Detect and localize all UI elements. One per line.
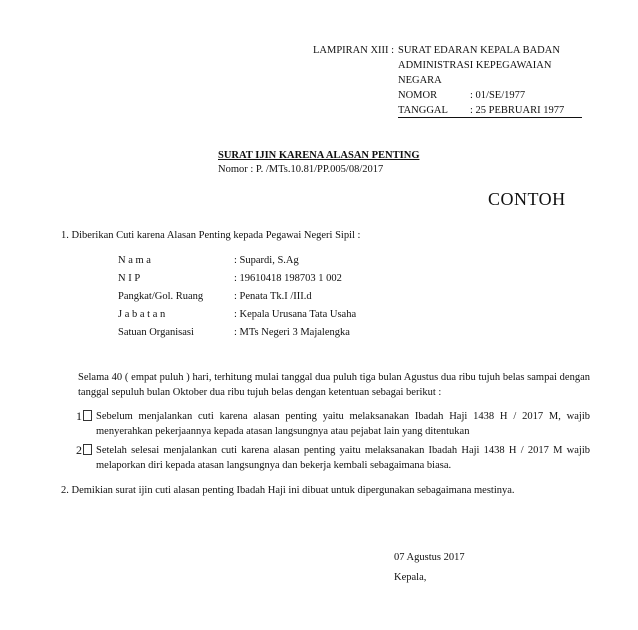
field-value: : Kepala Urusana Tata Usaha <box>234 309 357 320</box>
item1-intro: 1. Diberikan Cuti karena Alasan Penting kepada Pegawai Negeri Sipil : <box>61 230 361 241</box>
checkbox-glyph-icon <box>83 444 92 455</box>
field-value: : Supardi, S.Ag <box>234 255 299 266</box>
condition-number: 2 <box>76 443 82 457</box>
condition-1-text: Sebelum menjalankan cuti karena alasan penting yaitu melaksanakan Ibadah Haji 1438 H / 2017 M, wajib menyerahkan pekerjaannya kepada atasan langsungnya atau pejabat lain yang ditentukan <box>96 411 590 437</box>
signature-date: 07 Agustus 2017 <box>394 552 465 563</box>
signature-position: Kepala, <box>394 572 427 583</box>
field-label: J a b a t a n <box>118 309 166 320</box>
condition-number: 1 <box>76 409 82 423</box>
field-label: Pangkat/Gol. Ruang <box>118 291 204 302</box>
lampiran-nomor-label: NOMOR <box>398 90 438 101</box>
condition-2-text: Setelah selesai menjalankan cuti karena alasan penting yaitu melaksanakan Ibadah Haji 1438 H / 2017 M wajib melaporkan diri kepada atasan langsungnya dan bekerja kembali sebagaimana biasa. <box>96 445 590 471</box>
letter-title: SURAT IJIN KARENA ALASAN PENTING <box>218 150 420 161</box>
lampiran-nomor-value: : 01/SE/1977 <box>470 90 526 101</box>
checkbox-glyph-icon <box>83 410 92 421</box>
period-paragraph: Selama 40 ( empat puluh ) hari, terhitung mulai tanggal dua puluh tiga bulan Agustus dua ribu tujuh belas sampai dengan tanggal sepuluh bulan Oktober dua ribu tujuh belas dengan ketentuan sebagai berikut : <box>78 372 590 398</box>
lampiran-title-line1: SURAT EDARAN KEPALA BADAN <box>398 45 560 56</box>
condition-1-marker <box>76 409 96 424</box>
field-label: Satuan Organisasi <box>118 327 194 338</box>
lampiran-tanggal-label: TANGGAL <box>398 105 448 116</box>
item2-closing: 2. Demikian surat ijin cuti alasan penting Ibadah Haji ini dibuat untuk dipergunakan sebagaimana mestinya. <box>61 485 515 496</box>
lampiran-label: LAMPIRAN XIII : <box>313 45 395 56</box>
condition-2-marker <box>76 443 96 458</box>
lampiran-tanggal-row <box>398 104 582 118</box>
field-value: : 19610418 198703 1 002 <box>234 273 342 284</box>
letter-number: Nomor : P. /MTs.10.81/PP.005/08/2017 <box>218 164 384 175</box>
watermark-contoh: CONTOH <box>488 189 566 209</box>
field-label: N a m a <box>118 255 151 266</box>
field-value: : Penata Tk.I /III.d <box>234 291 312 302</box>
lampiran-title-line3: NEGARA <box>398 75 442 86</box>
lampiran-title-line2: ADMINISTRASI KEPEGAWAIAN <box>398 60 552 71</box>
field-value: : MTs Negeri 3 Majalengka <box>234 327 350 338</box>
lampiran-tanggal-value: : 25 PEBRUARI 1977 <box>470 105 565 116</box>
field-label: N I P <box>118 273 141 284</box>
